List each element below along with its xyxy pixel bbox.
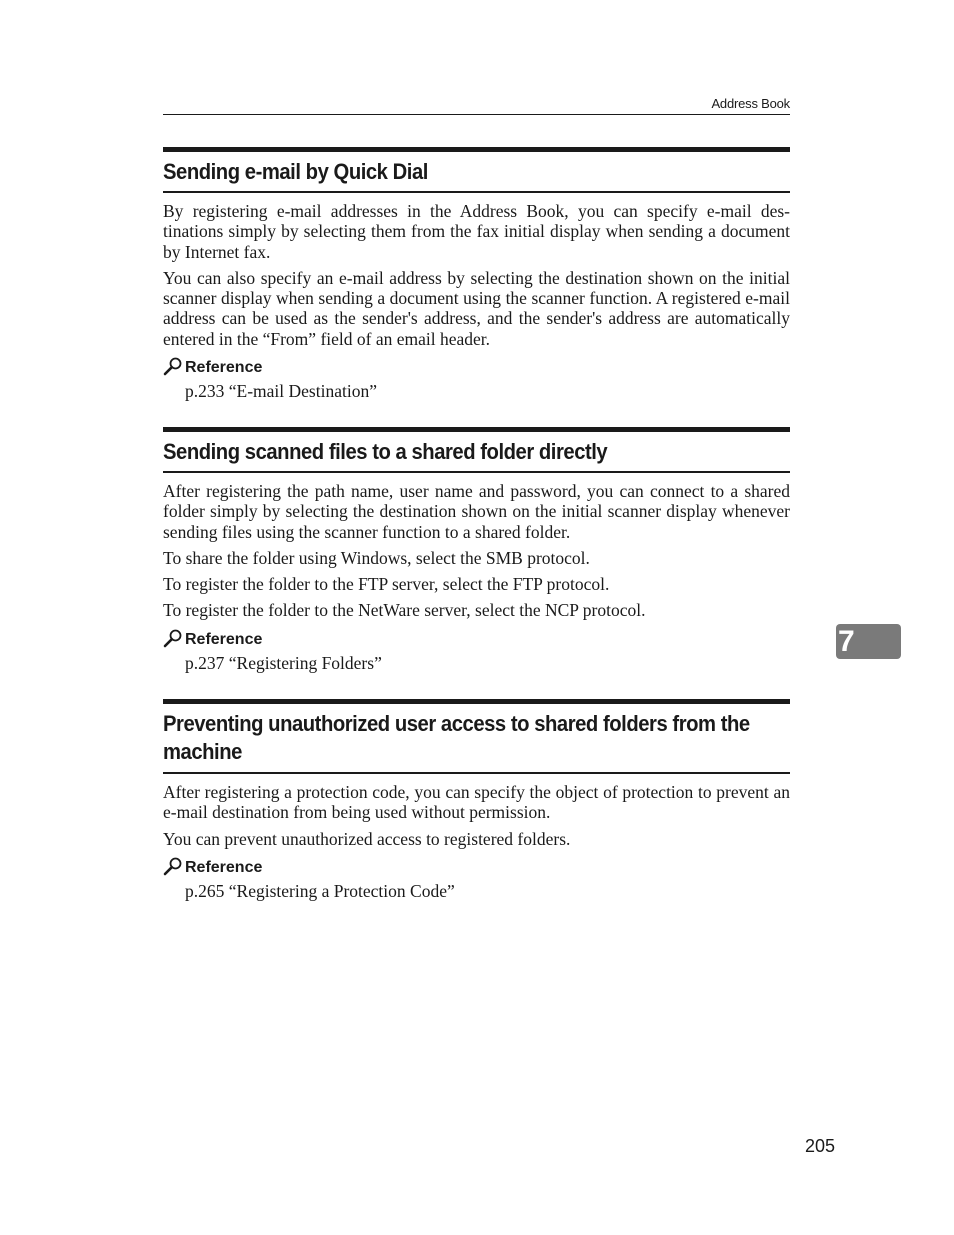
section-title: Sending scanned files to a shared folder directly <box>163 439 608 464</box>
reference-link[interactable]: p.265 “Registering a Protection Code” <box>185 880 455 901</box>
section-top-rule <box>163 147 790 152</box>
paragraph: You can also specify an e-mail address by selecting the destination shown on the initial scanner display when sending a document using the scanner function. A registered e-mail address can be used as the sender's address, and the sender's address are automatically entered in the “From” field of an email header. <box>163 267 790 349</box>
section-bottom-rule <box>163 191 790 193</box>
magnifier-icon <box>163 356 183 376</box>
paragraph: By registering e-mail addresses in the Address Book, you can specify e-mail des-tinations simply by selecting them from the fax initial display when sending a document by Internet fax. <box>163 201 790 262</box>
paragraph: After registering a protection code, you can specify the object of protection to prevent an e-mail destination from being used without permission. <box>163 782 790 823</box>
reference-link[interactable]: p.233 “E-mail Destination” <box>185 381 377 402</box>
section-title: Preventing unauthorized user access to shared folders from the machine <box>163 711 750 764</box>
paragraph: You can prevent unauthorized access to registered folders. <box>163 828 571 849</box>
section-bottom-rule <box>163 471 790 473</box>
paragraph: After registering the path name, user name and password, you can connect to a shared folder simply by selecting the destination shown on the initial scanner display whenever sending files using the scanner function to a shared folder. <box>163 481 790 542</box>
reference-label: Reference <box>185 630 263 648</box>
magnifier-icon <box>163 628 183 648</box>
page-number: 205 <box>804 1136 835 1156</box>
reference-heading <box>163 630 790 650</box>
section-bottom-rule <box>163 772 790 774</box>
reference-link[interactable]: p.237 “Registering Folders” <box>185 652 382 673</box>
paragraph: To register the folder to the FTP server, select the FTP protocol. <box>163 574 610 595</box>
chapter-tab: 7 <box>836 624 901 659</box>
section-title: Sending e-mail by Quick Dial <box>163 159 428 184</box>
running-header: Address Book <box>711 96 790 111</box>
reference-label: Reference <box>185 359 263 377</box>
section-quick-dial <box>163 147 790 402</box>
section-top-rule <box>163 427 790 432</box>
header-rule <box>163 114 790 115</box>
reference-label: Reference <box>185 858 263 876</box>
section-unauthorized-access <box>163 699 790 902</box>
paragraph: To share the folder using Windows, select the SMB protocol. <box>163 547 590 568</box>
reference-heading <box>163 358 790 378</box>
reference-heading <box>163 858 790 878</box>
paragraph: To register the folder to the NetWare server, select the NCP protocol. <box>163 600 646 621</box>
section-shared-folder <box>163 427 790 674</box>
magnifier-icon <box>163 856 183 876</box>
section-top-rule <box>163 699 790 704</box>
